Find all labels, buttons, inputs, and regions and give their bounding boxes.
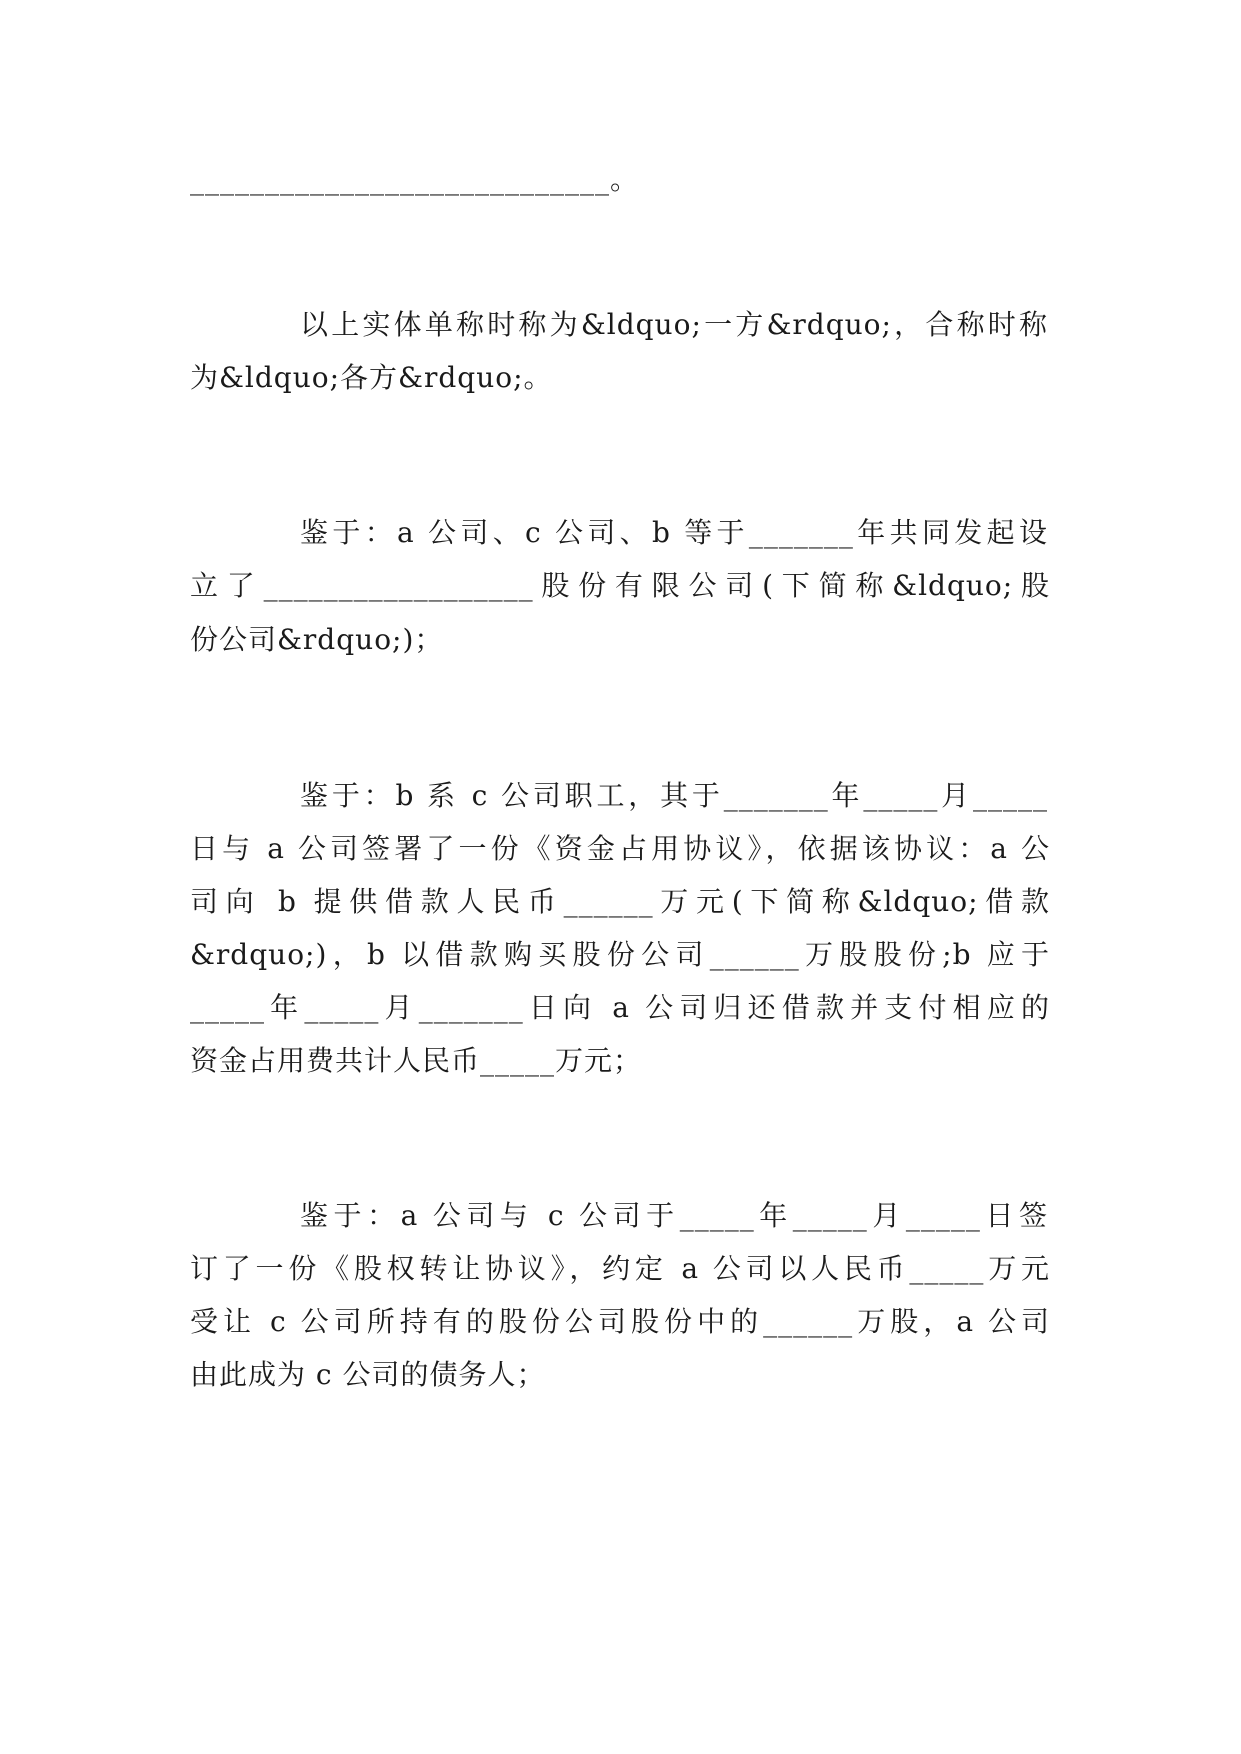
paragraph-whereas-2-line-3: 司向 b 提供借款人民币______万元(下简称&ldquo;借款 bbox=[190, 885, 1050, 918]
paragraph-whereas-3-line-3: 受让 c 公司所持有的股份公司股份中的______万股，a 公司 bbox=[190, 1305, 1050, 1338]
paragraph-whereas-2-line-6: 资金占用费共计人民币_____万元； bbox=[190, 1044, 643, 1077]
paragraph-whereas-1-line-3: 份公司&rdquo;)； bbox=[190, 623, 444, 656]
text-line-underline-end: ____________________________。 bbox=[190, 163, 640, 196]
paragraph-whereas-2-line-4: &rdquo;)，b 以借款购买股份公司______万股股份;b 应于 bbox=[190, 938, 1050, 971]
paragraph-whereas-1-line-1: 鉴于：a 公司、c 公司、b 等于_______年共同发起设 bbox=[300, 516, 1048, 549]
paragraph-entities-line-2: 为&ldquo;各方&rdquo;。 bbox=[190, 361, 553, 394]
paragraph-whereas-2-line-1: 鉴于：b 系 c 公司职工，其于_______年_____月_____ bbox=[300, 779, 1048, 812]
paragraph-whereas-2-line-5: _____年_____月_______日向 a 公司归还借款并支付相应的 bbox=[190, 991, 1050, 1024]
paragraph-whereas-3-line-4: 由此成为 c 公司的债务人； bbox=[190, 1358, 546, 1391]
paragraph-whereas-3-line-2: 订了一份《股权转让协议》，约定 a 公司以人民币_____万元 bbox=[190, 1252, 1050, 1285]
paragraph-whereas-2-line-2: 日与 a 公司签署了一份《资金占用协议》，依据该协议：a 公 bbox=[190, 832, 1050, 865]
paragraph-whereas-1-line-2: 立了__________________股份有限公司(下简称&ldquo;股 bbox=[190, 569, 1050, 602]
paragraph-entities-line-1: 以上实体单称时称为&ldquo;一方&rdquo;，合称时称 bbox=[300, 308, 1048, 341]
paragraph-whereas-3-line-1: 鉴于：a 公司与 c 公司于_____年_____月_____日签 bbox=[300, 1199, 1048, 1232]
